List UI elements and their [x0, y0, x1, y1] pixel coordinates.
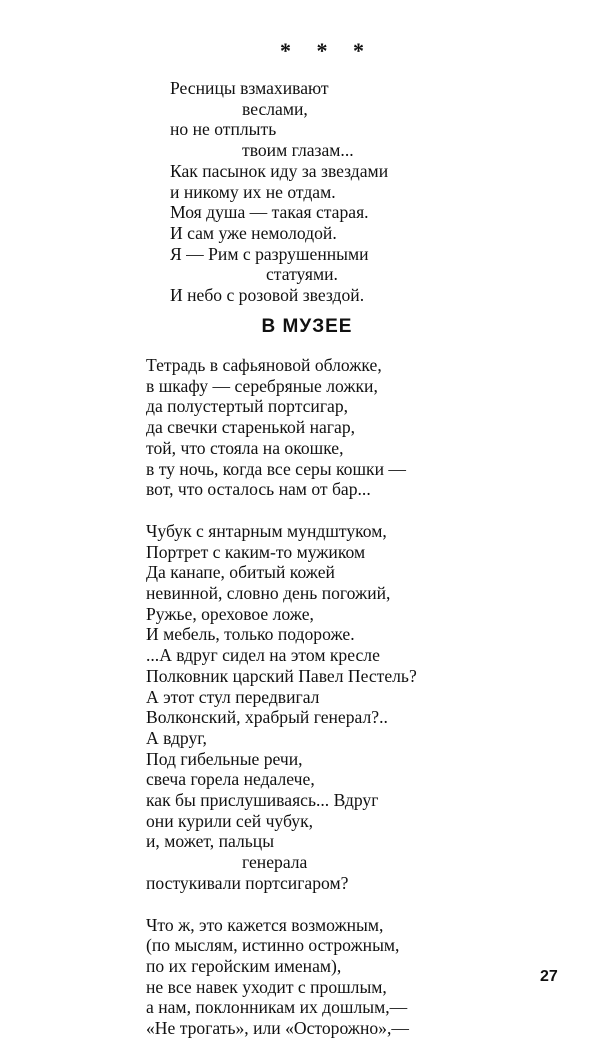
poem-line: И мебель, только подороже. — [146, 624, 355, 645]
poem-line: Чубук с янтарным мундштуком, — [146, 520, 387, 541]
poem-line: А этот стул передвигал — [146, 686, 320, 707]
poem-title — [0, 316, 600, 338]
page-number: 27 — [540, 968, 558, 985]
poem-line: той, что стояла на окошке, — [146, 437, 344, 458]
poem-line: Да канапе, обитый кожей — [146, 562, 335, 583]
poem-line: Я — Рим с разрушенными — [170, 243, 369, 264]
poem-line: а нам, поклонникам их дошлым,— — [146, 997, 408, 1018]
stanza-break — [146, 894, 566, 915]
poem-line: Как пасынок иду за звездами — [170, 160, 389, 181]
poem-line: Ружье, ореховое ложе, — [146, 603, 314, 624]
poem-line: (по мыслям, истинно острожным, — [146, 935, 400, 956]
poem-line: Тетрадь в сафьяновой обложке, — [146, 355, 382, 375]
poem-line: в ту ночь, когда все серы кошки — — [146, 458, 406, 479]
poem-line: А вдруг, — [146, 727, 207, 748]
poem-line: И сам уже немолодой. — [170, 222, 337, 243]
poem-line: вот, что осталось нам от бар... — [146, 479, 371, 500]
poem-line: они курили сей чубук, — [146, 810, 314, 831]
poem-line: постукивали портсигаром? — [146, 872, 349, 893]
poem-line: «Не трогать», или «Осторожно»,— — [146, 1018, 409, 1039]
poem-line: да свечки старенькой нагар, — [146, 417, 356, 438]
poem-line: статуями. — [266, 264, 338, 285]
poem-line: ...А вдруг сидел на этом кресле — [146, 645, 380, 666]
stanza-break — [146, 500, 566, 521]
poem-line: твоим глазам... — [242, 140, 354, 161]
poem-line: не все навек уходит с прошлым, — [146, 976, 387, 997]
poem-line: Портрет с каким-то мужиком — [146, 541, 366, 562]
poem-line: как бы прислушиваясь... Вдруг — [146, 790, 379, 811]
poem-title-text: В МУЗЕЕ — [261, 316, 353, 337]
poem-line: веслами, — [242, 98, 308, 119]
poem-line: Что ж, это кажется возможным, — [146, 914, 384, 935]
poem-line: Ресницы взмахивают — [170, 78, 329, 98]
poem-line: в шкафу — серебряные ложки, — [146, 375, 378, 396]
poem-line: Моя душа — такая старая. — [170, 202, 369, 223]
poem-line: по их геройским именам), — [146, 955, 342, 976]
poem-line: Волконский, храбрый генерал?.. — [146, 707, 388, 728]
poem-line: да полустертый портсигар, — [146, 396, 349, 417]
poem-line: и никому их не отдам. — [170, 181, 336, 202]
poem-line: Полковник царский Павел Пестель? — [146, 665, 417, 686]
poem-line: Под гибельные речи, — [146, 748, 303, 769]
section-separator: * * * — [280, 38, 374, 63]
poem-line: И небо с розовой звездой. — [170, 285, 365, 306]
poem-line: но не отплыть — [170, 119, 277, 140]
poem-in-museum — [146, 355, 566, 1039]
poem-line: и, может, пальцы — [146, 831, 275, 852]
poem-line: генерала — [242, 852, 308, 873]
poem-untitled — [170, 78, 530, 306]
poem-line: невинной, словно день погожий, — [146, 583, 391, 604]
poem-line: свеча горела недалече, — [146, 769, 315, 790]
